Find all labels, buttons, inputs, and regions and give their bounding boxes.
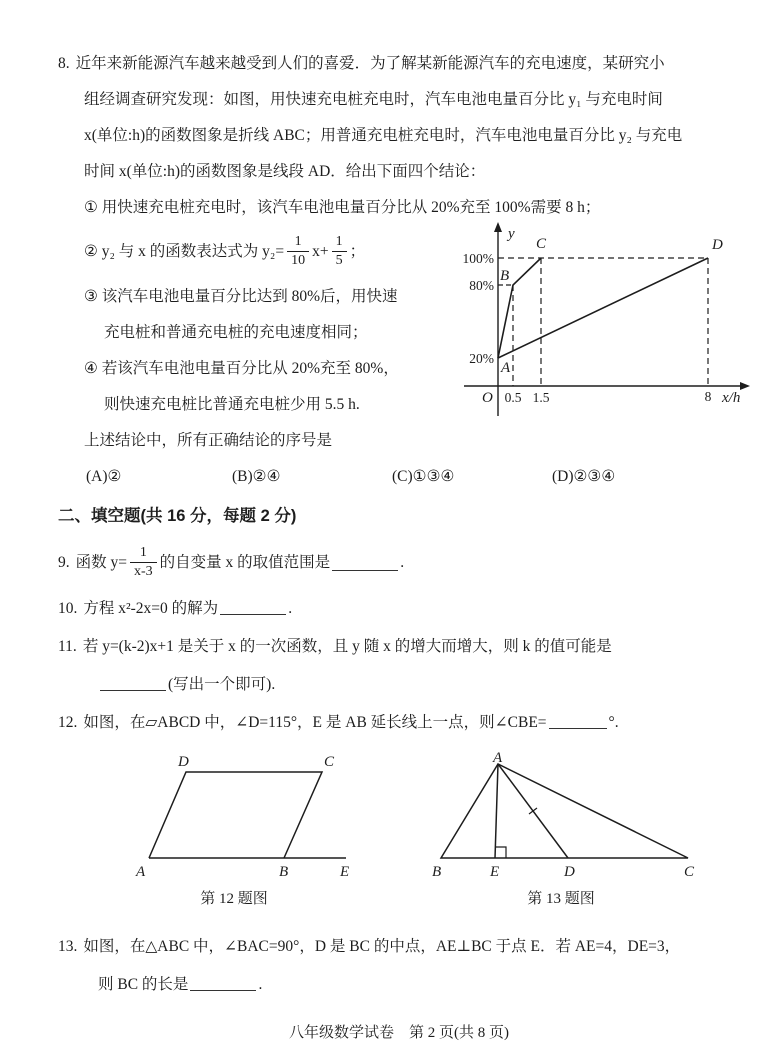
question-9-post: 的自变量 x 的取值范围是 xyxy=(159,553,331,571)
question-9-answer-blank xyxy=(332,555,398,571)
option-d: (D)②③④ xyxy=(552,468,616,486)
conclusions-column xyxy=(84,226,456,423)
question-13 xyxy=(58,928,740,966)
conclusion-2 xyxy=(84,234,456,269)
question-12 xyxy=(58,704,740,742)
figure-12 xyxy=(94,752,374,912)
question-11-line-2 xyxy=(58,666,740,704)
question-11-suffix: (写出一个即可). xyxy=(168,676,276,694)
conclusion-2-pre: ② y₂ 与 x 的函数表达式为 y₂= xyxy=(84,242,285,260)
question-8-text-3: x(单位:h)的函数图象是折线 ABC；用普通充电桩充电时，汽车电池电量百分比 y₂ 与充电 xyxy=(84,127,683,144)
question-10-end: . xyxy=(288,600,293,618)
tick-mark-AD xyxy=(529,808,537,814)
question-12-answer-blank xyxy=(549,713,607,729)
fraction-one-fifth: $\frac{1}{5}$ xyxy=(332,234,347,269)
question-11-answer-blank xyxy=(100,675,166,691)
x-axis-label: x/h xyxy=(722,390,741,406)
x-axis-arrow xyxy=(740,382,750,390)
question-11 xyxy=(58,628,740,666)
fig12-label-b: B xyxy=(279,864,289,881)
fig12-label-c: C xyxy=(324,754,335,771)
normal-charge-line-AD xyxy=(498,258,708,358)
question-13-line-2 xyxy=(58,966,740,1004)
fig13-label-b: B xyxy=(432,864,442,881)
point-a-label: A xyxy=(501,360,511,376)
conclusion-3-line-2: 充电桩和普通充电桩的充电速度相同； xyxy=(104,324,368,342)
conclusion-3-line-1: ③ 该汽车电池电量百分比达到 80%后，用快速 xyxy=(84,288,398,306)
question-11-number: 11. xyxy=(58,638,77,656)
fraction-one-tenth: $\frac{1}{10}$ xyxy=(287,234,309,269)
question-9-end: . xyxy=(400,553,405,571)
question-10-number: 10. xyxy=(58,600,78,618)
fig12-label-e: E xyxy=(340,864,350,881)
option-a: (A)② xyxy=(86,468,122,486)
point-c-label: C xyxy=(536,236,547,252)
figure-12-caption: 第 12 题图 xyxy=(200,891,268,908)
parallelogram-figure-svg xyxy=(94,752,374,884)
ytick-80: 80% xyxy=(469,278,494,293)
question-13-end: . xyxy=(258,976,263,994)
fig12-label-a: A xyxy=(136,864,146,881)
question-12-suffix: °. xyxy=(608,714,619,732)
point-b-label: B xyxy=(500,268,510,284)
question-10-answer-blank xyxy=(220,599,286,615)
question-8-text-1: 近年来新能源汽车越来越受到人们的喜爱．为了解某新能源汽车的充电速度，某研究小 xyxy=(75,55,665,72)
xtick-8: 8 xyxy=(704,389,712,404)
ytick-20: 20% xyxy=(469,351,494,366)
fraction-1-over-x-minus-3: $\frac{1}{x-3}$ xyxy=(130,545,157,580)
conclusion-4-line-2: 则快速充电桩比普通充电桩少用 5.5 h. xyxy=(104,396,360,414)
question-9 xyxy=(58,545,740,580)
triangle-BAC xyxy=(441,764,688,858)
question-13-number: 13. xyxy=(58,938,78,956)
fig13-label-a: A xyxy=(493,750,503,767)
figures-row xyxy=(58,752,740,912)
question-10-text: 方程 x²-2x=0 的解为 xyxy=(83,600,219,618)
fig13-label-d: D xyxy=(564,864,575,881)
question-8-text-4: 时间 x(单位:h)的函数图象是线段 AD．给出下面四个结论： xyxy=(84,163,486,180)
xtick-05: 0.5 xyxy=(504,390,522,405)
question-13-answer-blank xyxy=(190,975,256,991)
question-8-text-2: 组经调查研究发现：如图，用快速充电桩充电时，汽车电池电量百分比 y₁ 与充电时间 xyxy=(84,91,663,108)
altitude-AE xyxy=(495,764,498,858)
question-8 xyxy=(58,46,740,495)
y-axis-label: y xyxy=(508,226,515,242)
question-8-closing: 上述结论中，所有正确结论的序号是 xyxy=(84,432,333,450)
conclusion-4-line-1: ④ 若该汽车电池电量百分比从 20%充至 80%， xyxy=(84,360,399,378)
question-9-number: 9. xyxy=(58,553,70,571)
question-8-options xyxy=(84,459,740,495)
question-12-number: 12. xyxy=(58,714,78,732)
section-2-header: 二、填空题(共 16 分，每题 2 分) xyxy=(58,507,297,526)
conclusion-2-mid: x+ xyxy=(312,242,329,260)
charging-graph-figure xyxy=(456,218,758,418)
question-8-number: 8. xyxy=(58,55,70,72)
figure-13 xyxy=(416,752,706,912)
conclusion-2-post: ； xyxy=(349,242,366,260)
page-footer: 八年级数学试卷 第 2 页(共 8 页) xyxy=(289,1025,509,1042)
charging-graph-svg xyxy=(456,218,758,418)
question-11-text: 若 y=(k-2)x+1 是关于 x 的一次函数，且 y 随 x 的增大而增大，则 k 的值可能是 xyxy=(82,638,612,656)
ytick-100: 100% xyxy=(462,251,494,266)
conclusions-and-graph xyxy=(84,226,740,423)
fig13-label-e: E xyxy=(490,864,500,881)
option-c: (C)①③④ xyxy=(392,468,455,486)
question-13-pre: 则 BC 的长是 xyxy=(98,976,189,994)
question-10 xyxy=(58,590,740,628)
question-12-text: 如图，在▱ABCD 中，∠D=115°，E 是 AB 延长线上一点，则∠CBE= xyxy=(83,714,547,732)
question-13-text: 如图，在△ABC 中，∠BAC=90°，D 是 BC 的中点，AE⊥BC 于点 E．若 AE=4，DE=3， xyxy=(83,938,681,956)
option-b: (B)②④ xyxy=(232,468,281,486)
parallelogram-ADCB xyxy=(149,772,322,858)
question-9-pre: 函数 y= xyxy=(75,553,127,571)
xtick-15: 1.5 xyxy=(532,390,550,405)
conclusion-1: ① 用快速充电桩充电时，该汽车电池电量百分比从 20%充至 100%需要 8 h； xyxy=(84,199,601,216)
right-angle-mark xyxy=(495,847,506,858)
y-axis-arrow xyxy=(494,222,502,232)
origin-label: O xyxy=(482,390,493,406)
figure-13-caption: 第 13 题图 xyxy=(527,891,595,908)
point-d-label: D xyxy=(712,237,723,253)
fig12-label-d: D xyxy=(178,754,189,771)
triangle-figure-svg xyxy=(416,752,706,884)
question-8-line-1 xyxy=(58,46,740,82)
fig13-label-c: C xyxy=(684,864,695,881)
